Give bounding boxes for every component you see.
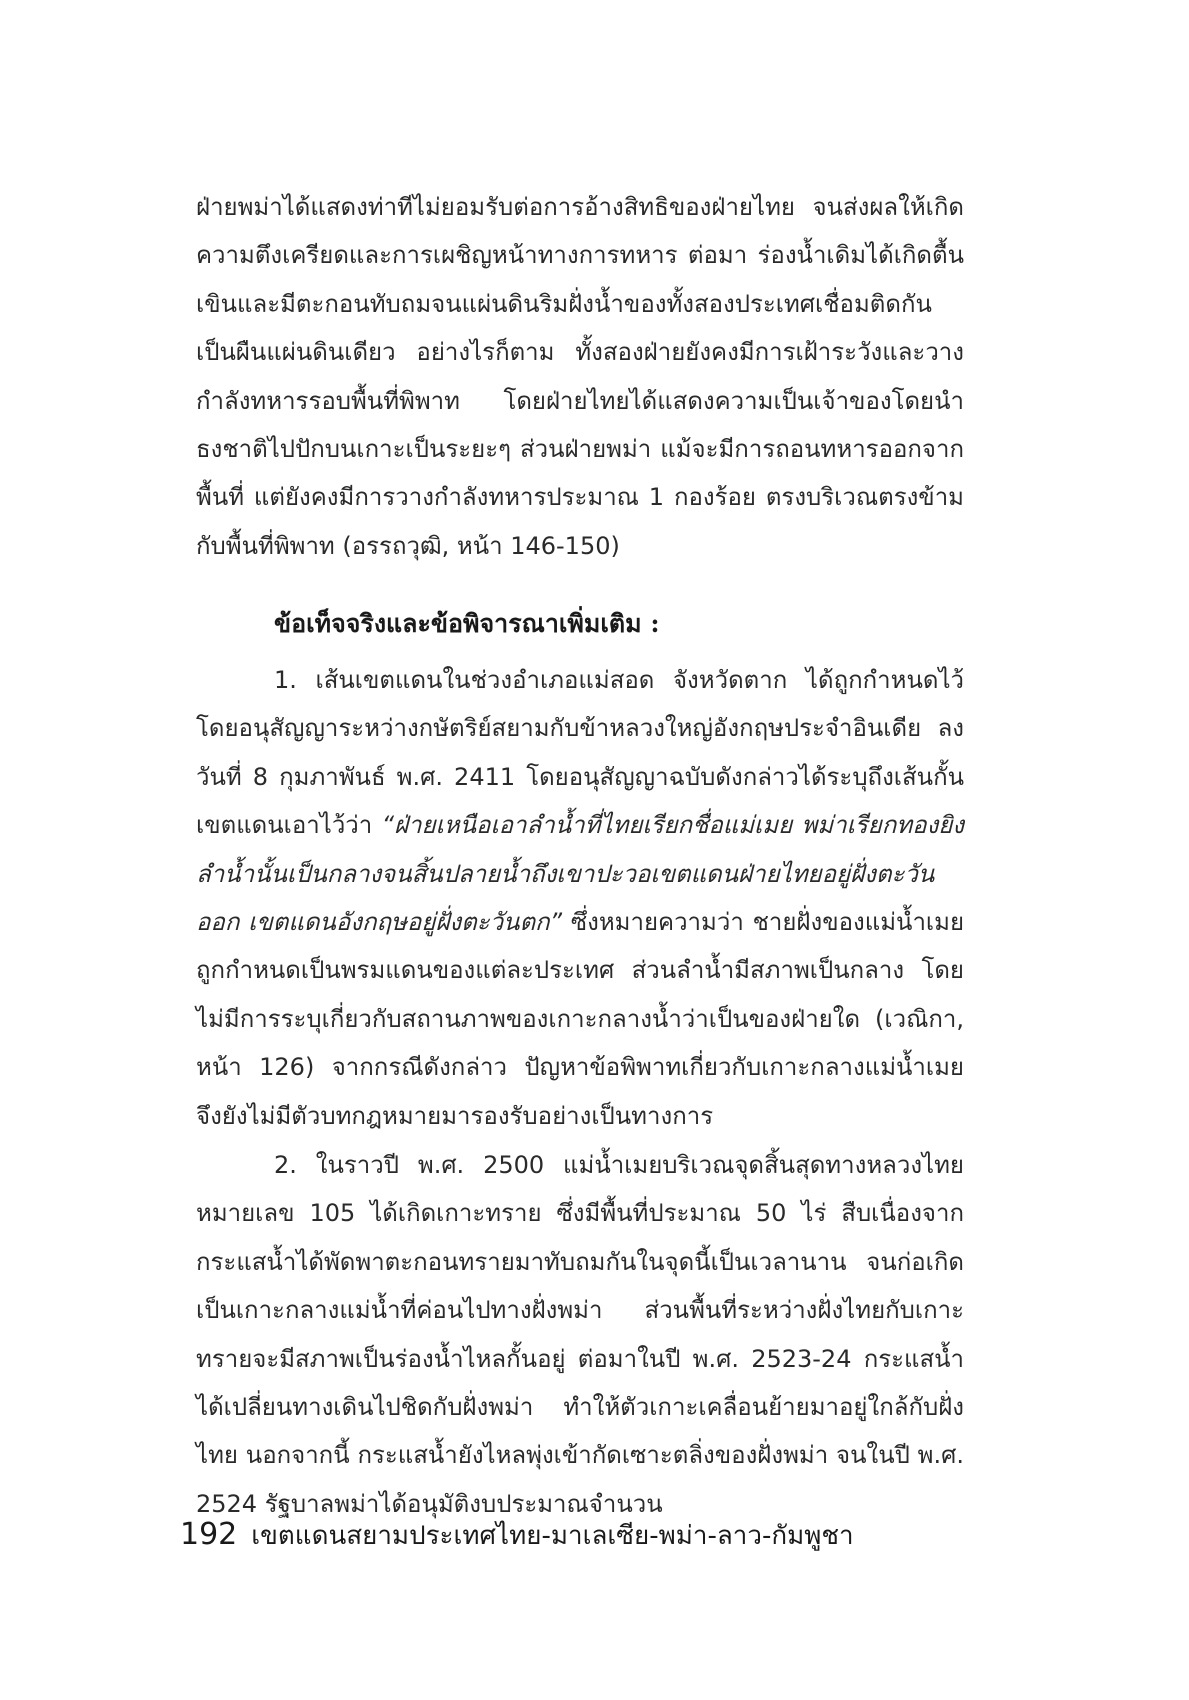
page-footer <box>180 1515 854 1556</box>
section-heading: ข้อเท็จจริงและข้อพิจารณาเพิ่มเติม : <box>274 609 660 638</box>
treaty-quote: “ฝ่ายเหนือเอาลำน้ำที่ไทยเรียกชื่อแม่เมย พม่าเรียกทองยิงลำน้ำนั้นเป็นกลางจนสิ้นปลายน้ำถึงเขาปะวอเขตแดนฝ่ายไทยอยู่ฝั่งตะวันออก เขตแดนอังกฤษอยู่ฝั่งตะวันตก” <box>196 811 964 937</box>
book-title: เขตแดนสยามประเทศไทย-มาเลเซีย-พม่า-ลาว-กัมพูชา <box>251 1521 854 1551</box>
item1-text-before-quote: 1. เส้นเขตแดนในช่วงอำเภอแม่สอด จังหวัดตาก ได้ถูกกำหนดไว้โดยอนุสัญญาระหว่างกษัตริย์สยามกับข้าหลวงใหญ่อังกฤษประจำอินเดีย ลงวันที่ 8 กุมภาพันธ์ พ.ศ. 2411 โดยอนุสัญญาฉบับดังกล่าวได้ระบุถึงเส้นกั้นเขตแดนเอาไว้ว่า <box>196 666 964 840</box>
paragraph-item-1 <box>196 656 964 1140</box>
paragraph-item-2: 2. ในราวปี พ.ศ. 2500 แม่น้ำเมยบริเวณจุดสิ้นสุดทางหลวงไทยหมายเลข 105 ได้เกิดเกาะทราย ซึ่งมีพื้นที่ประมาณ 50 ไร่ สืบเนื่องจากกระแสน้ำได้พัดพาตะกอนทรายมาทับถมกันในจุดนี้เป็นเวลานาน จนก่อเกิดเป็นเกาะกลางแม่น้ำที่ค่อนไปทางฝั่งพม่า ส่วนพื้นที่ระหว่างฝั่งไทยกับเกาะทรายจะมีสภาพเป็นร่องน้ำไหลกั้นอยู่ ต่อมาในปี พ.ศ. 2523-24 กระแสน้ำได้เปลี่ยนทางเดินไปชิดกับฝั่งพม่า ทำให้ตัวเกาะเคลื่อนย้ายมาอยู่ใกล้กับฝั่งไทย นอกจากนี้ กระแสน้ำยังไหลพุ่งเข้ากัดเซาะตลิ่งของฝั่งพม่า จนในปี พ.ศ. 2524 รัฐบาลพม่าได้อนุมัติงบประมาณจำนวน <box>196 1151 964 1518</box>
item1-text-after-quote: ซึ่งหมายความว่า ชายฝั่งของแม่น้ำเมยถูกกำหนดเป็นพรมแดนของแต่ละประเทศ ส่วนลำน้ำมีสภาพเป็นกลาง โดยไม่มีการระบุเกี่ยวกับสถานภาพของเกาะกลางน้ำว่าเป็นของฝ่ายใด (เวณิกา, หน้า 126) จากกรณีดังกล่าว ปัญหาข้อพิพาทเกี่ยวกับเกาะกลางแม่น้ำเมย จึงยังไม่มีตัวบทกฎหมายมารองรับอย่างเป็นทางการ <box>196 908 965 1130</box>
page-number: 192 <box>180 1517 238 1552</box>
intro-paragraph: ฝ่ายพม่าได้แสดงท่าทีไม่ยอมรับต่อการอ้างสิทธิของฝ่ายไทย จนส่งผลให้เกิดความตึงเครียดและการเผชิญหน้าทางการทหาร ต่อมา ร่องน้ำเดิมได้เกิดตื้นเขินและมีตะกอนทับถมจนแผ่นดินริมฝั่งน้ำของทั้งสองประเทศเชื่อมติดกันเป็นผืนแผ่นดินเดียว อย่างไรก็ตาม ทั้งสองฝ่ายยังคงมีการเฝ้าระวังและวางกำลังทหารรอบพื้นที่พิพาท โดยฝ่ายไทยได้แสดงความเป็นเจ้าของโดยนำธงชาติไปปักบนเกาะเป็นระยะๆ ส่วนฝ่ายพม่า แม้จะมีการถอนทหารออกจากพื้นที่ แต่ยังคงมีการวางกำลังทหารประมาณ 1 กองร้อย ตรงบริเวณตรงข้ามกับพื้นที่พิพาท (อรรถวุฒิ, หน้า 146-150) <box>196 193 964 560</box>
